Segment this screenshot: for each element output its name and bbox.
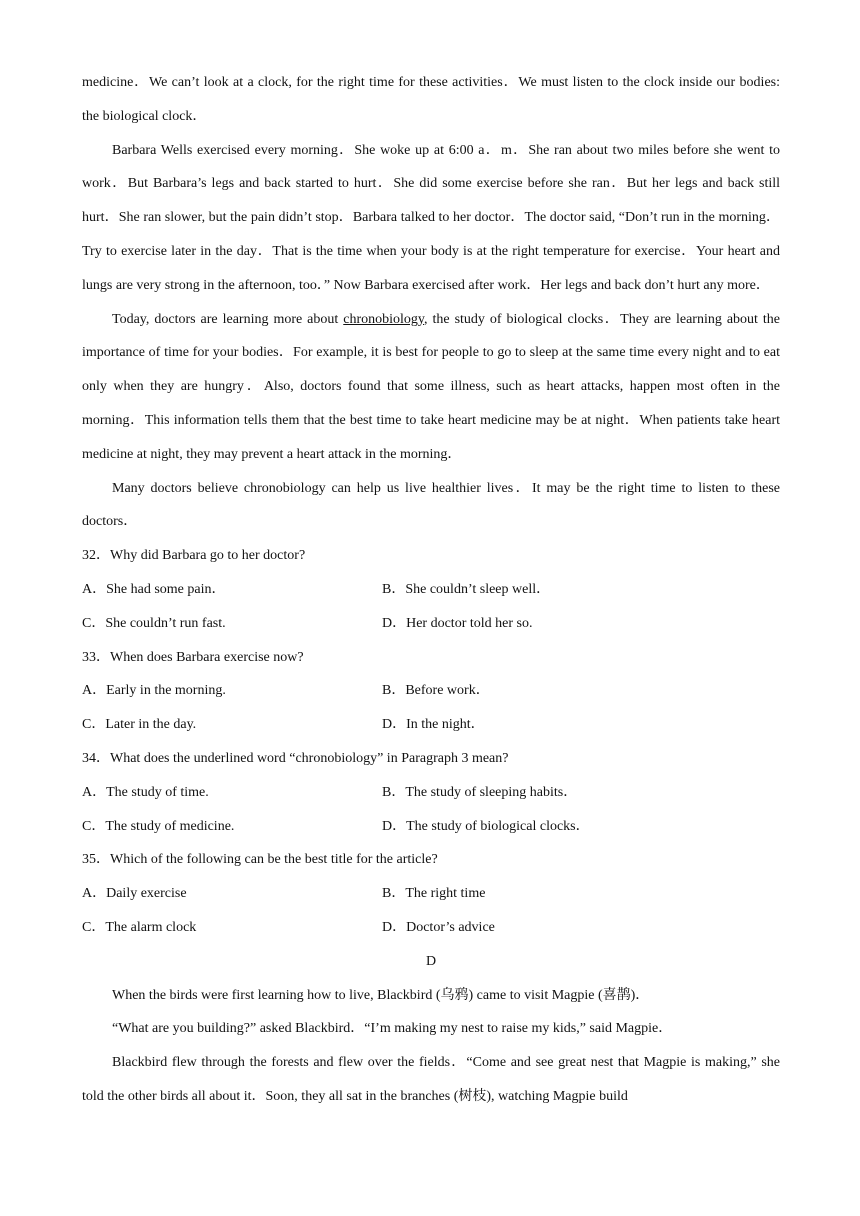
passage-c-paragraph-3: Many doctors believe chronobiology can help us live healthier lives．It may be the right time to listen to these doctors． — [82, 480, 780, 530]
question-stem: 32．Why did Barbara go to her doctor? — [82, 548, 306, 564]
passage-c-paragraph-1: Barbara Wells exercised every morning．She woke up at 6:00 a．m．She ran about two miles before she went to work．But Barbara’s legs and back started to hurt．She did some exercise before she ran．But her legs and back still hurt．She ran slower, but the pain didn’t stop．Barbara talked to her doctor．The doctor said, “Don’t run in the morning．Try to exercise later in the day．That is the time when your body is at the right temperature for exercise．Your heart and lungs are very strong in the afternoon, too．” Now Barbara exercised after work．Her legs and back don’t hurt any more． — [82, 142, 780, 293]
option-c: C．Later in the day. — [82, 717, 197, 733]
option-a: A．Daily exercise — [82, 886, 187, 902]
question-stem: 34．What does the underlined word “chronobiology” in Paragraph 3 mean? — [82, 750, 509, 766]
passage-c-paragraph-2 — [82, 303, 780, 472]
passage-d-paragraph-1: When the birds were first learning how to live, Blackbird (乌鸦) came to visit Magpie (喜鹊)． — [112, 987, 650, 1003]
passage-d-paragraph-2: “What are you building?” asked Blackbird．“I’m making my nest to raise my kids,” said Magpie． — [112, 1021, 673, 1037]
option-d: D．Her doctor told her so. — [382, 615, 533, 631]
question-32 — [82, 539, 780, 640]
option-c: C．The alarm clock — [82, 919, 197, 935]
answer-options — [82, 674, 780, 742]
option-b: B．The right time — [382, 886, 486, 902]
option-d: D．The study of biological clocks． — [382, 818, 590, 834]
option-b: B．The study of sleeping habits． — [382, 784, 578, 800]
section-heading-d: D — [425, 953, 437, 969]
option-b: B．She couldn’t sleep well． — [382, 581, 551, 597]
option-c: C．She couldn’t run fast. — [82, 615, 226, 631]
question-stem: 33．When does Barbara exercise now? — [82, 649, 304, 665]
option-c: C．The study of medicine. — [82, 818, 235, 834]
option-a: A．The study of time. — [82, 784, 209, 800]
question-35 — [82, 843, 780, 944]
question-stem: 35．Which of the following can be the best title for the article? — [82, 852, 438, 868]
option-d: D．In the night． — [382, 717, 485, 733]
question-33 — [82, 641, 780, 742]
passage-d-paragraph-3: Blackbird flew through the forests and flew over the fields．“Come and see great nest that Magpie is making,” she told the other birds all about it．Soon, they all sat in the branches (树枝), watching Magpie build — [82, 1055, 780, 1104]
answer-options — [82, 877, 780, 945]
option-b: B．Before work． — [382, 683, 490, 699]
option-d: D．Doctor’s advice — [382, 919, 495, 935]
paragraph-text: , the study of biological clocks．They are learning about the importance of time for your bodies．For example, it is best for people to go to sleep at the same time every night and to eat only when they are hungry．Also, doctors found that some illness, such as heart attacks, happen most often in the morning．This information tells them that the best time to take heart medicine may be at night．When patients take heart medicine at night, they may prevent a heart attack in the morning． — [82, 311, 780, 462]
answer-options — [82, 573, 780, 641]
underlined-word: chronobiology — [343, 311, 425, 327]
option-a: A．Early in the morning. — [82, 683, 226, 699]
answer-options — [82, 776, 780, 844]
question-34 — [82, 742, 780, 843]
paragraph-text: Today, doctors are learning more about — [112, 311, 344, 327]
option-a: A．She had some pain． — [82, 581, 226, 597]
passage-c-paragraph-0: medicine．We can’t look at a clock, for the right time for these activities．We must listen to the clock inside our bodies: the biological clock． — [82, 75, 780, 124]
